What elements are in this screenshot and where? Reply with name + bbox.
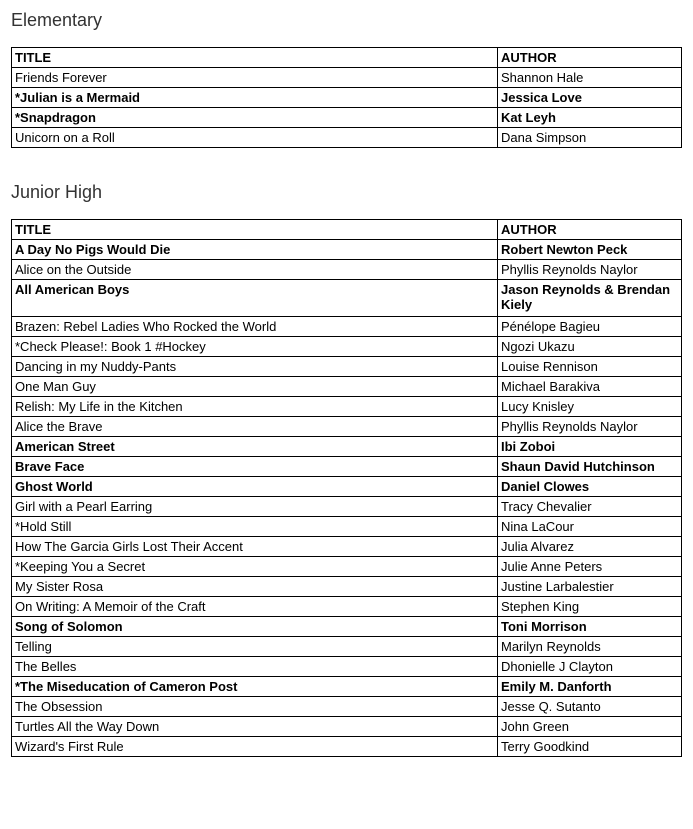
table-row <box>12 517 682 537</box>
book-author-cell: Robert Newton Peck <box>498 240 682 260</box>
book-title-cell: How The Garcia Girls Lost Their Accent <box>12 537 498 557</box>
book-author-cell: Terry Goodkind <box>498 737 682 757</box>
table-row <box>12 717 682 737</box>
section-title-elementary: Elementary <box>11 10 103 30</box>
book-title-cell: Brazen: Rebel Ladies Who Rocked the World <box>12 317 498 337</box>
book-author-cell: Daniel Clowes <box>498 477 682 497</box>
book-title-cell: American Street <box>12 437 498 457</box>
book-author-cell: Jesse Q. Sutanto <box>498 697 682 717</box>
author-column-header: AUTHOR <box>498 48 682 68</box>
book-author-cell: Julia Alvarez <box>498 537 682 557</box>
table-row <box>12 397 682 417</box>
table-row <box>12 377 682 397</box>
table-row <box>12 617 682 637</box>
book-title-cell: A Day No Pigs Would Die <box>12 240 498 260</box>
book-title-cell: Brave Face <box>12 457 498 477</box>
table-row <box>12 497 682 517</box>
book-author-cell: Lucy Knisley <box>498 397 682 417</box>
book-title-cell: My Sister Rosa <box>12 577 498 597</box>
table-row <box>12 477 682 497</box>
elementary-table-body <box>12 48 682 148</box>
book-title-cell: Ghost World <box>12 477 498 497</box>
book-author-cell: Marilyn Reynolds <box>498 637 682 657</box>
author-column-header: AUTHOR <box>498 220 682 240</box>
table-row <box>12 68 682 88</box>
section-title-junior-high: Junior High <box>11 182 103 202</box>
table-header-row <box>12 48 682 68</box>
book-author-cell: Shaun David Hutchinson <box>498 457 682 477</box>
book-title-cell: Turtles All the Way Down <box>12 717 498 737</box>
table-row <box>12 108 682 128</box>
table-row <box>12 280 682 317</box>
book-author-cell: Kat Leyh <box>498 108 682 128</box>
book-title-cell: One Man Guy <box>12 377 498 397</box>
book-title-cell: Wizard's First Rule <box>12 737 498 757</box>
book-author-cell: Jessica Love <box>498 88 682 108</box>
table-header-row <box>12 220 682 240</box>
table-row <box>12 240 682 260</box>
table-row <box>12 637 682 657</box>
book-title-cell: *Keeping You a Secret <box>12 557 498 577</box>
table-row <box>12 697 682 717</box>
table-row <box>12 437 682 457</box>
book-title-cell: *Snapdragon <box>12 108 498 128</box>
book-title-cell: All American Boys <box>12 280 498 317</box>
book-author-cell: Tracy Chevalier <box>498 497 682 517</box>
elementary-table <box>11 47 682 148</box>
book-author-cell: Justine Larbalestier <box>498 577 682 597</box>
book-title-cell: *The Miseducation of Cameron Post <box>12 677 498 697</box>
book-author-cell: Phyllis Reynolds Naylor <box>498 417 682 437</box>
book-author-cell: Nina LaCour <box>498 517 682 537</box>
table-row <box>12 357 682 377</box>
table-row <box>12 457 682 477</box>
book-author-cell: Ibi Zoboi <box>498 437 682 457</box>
book-author-cell: Pénélope Bagieu <box>498 317 682 337</box>
book-author-cell: Dana Simpson <box>498 128 682 148</box>
junior-high-table-body <box>12 220 682 757</box>
title-column-header: TITLE <box>12 220 498 240</box>
book-author-cell: Louise Rennison <box>498 357 682 377</box>
table-row <box>12 260 682 280</box>
table-row <box>12 657 682 677</box>
book-title-cell: Unicorn on a Roll <box>12 128 498 148</box>
book-title-cell: Telling <box>12 637 498 657</box>
table-row <box>12 317 682 337</box>
table-row <box>12 577 682 597</box>
book-title-cell: *Hold Still <box>12 517 498 537</box>
book-author-cell: Toni Morrison <box>498 617 682 637</box>
book-title-cell: Friends Forever <box>12 68 498 88</box>
book-author-cell: Jason Reynolds & Brendan Kiely <box>498 280 682 317</box>
junior-high-table <box>11 219 682 757</box>
table-row <box>12 677 682 697</box>
book-title-cell: Relish: My Life in the Kitchen <box>12 397 498 417</box>
table-row <box>12 537 682 557</box>
book-title-cell: On Writing: A Memoir of the Craft <box>12 597 498 617</box>
book-title-cell: Girl with a Pearl Earring <box>12 497 498 517</box>
book-author-cell: Emily M. Danforth <box>498 677 682 697</box>
book-title-cell: *Check Please!: Book 1 #Hockey <box>12 337 498 357</box>
book-title-cell: The Obsession <box>12 697 498 717</box>
book-author-cell: Phyllis Reynolds Naylor <box>498 260 682 280</box>
book-title-cell: Alice the Brave <box>12 417 498 437</box>
book-title-cell: Alice on the Outside <box>12 260 498 280</box>
book-title-cell: Dancing in my Nuddy-Pants <box>12 357 498 377</box>
table-row <box>12 88 682 108</box>
book-author-cell: Julie Anne Peters <box>498 557 682 577</box>
book-author-cell: Stephen King <box>498 597 682 617</box>
book-title-cell: *Julian is a Mermaid <box>12 88 498 108</box>
table-row <box>12 557 682 577</box>
book-author-cell: Shannon Hale <box>498 68 682 88</box>
book-author-cell: Ngozi Ukazu <box>498 337 682 357</box>
book-author-cell: Michael Barakiva <box>498 377 682 397</box>
table-row <box>12 597 682 617</box>
table-row <box>12 737 682 757</box>
table-row <box>12 417 682 437</box>
book-author-cell: John Green <box>498 717 682 737</box>
title-column-header: TITLE <box>12 48 498 68</box>
table-row <box>12 337 682 357</box>
book-title-cell: The Belles <box>12 657 498 677</box>
table-row <box>12 128 682 148</box>
book-author-cell: Dhonielle J Clayton <box>498 657 682 677</box>
book-title-cell: Song of Solomon <box>12 617 498 637</box>
